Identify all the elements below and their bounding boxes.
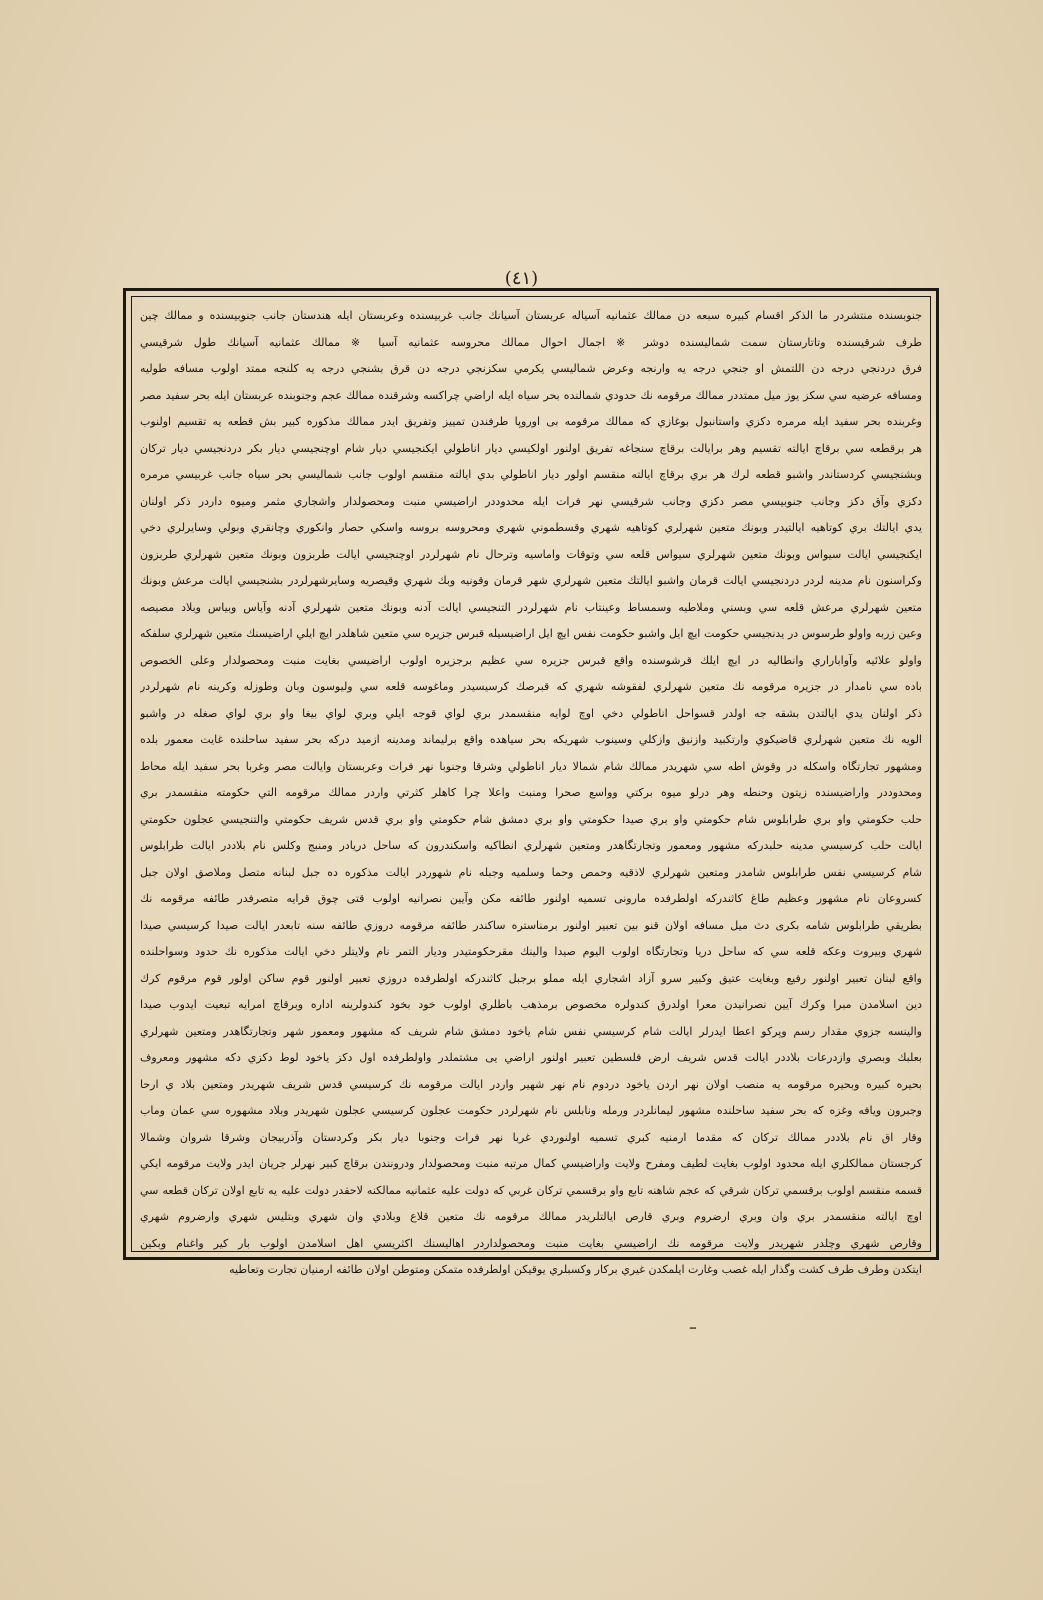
body-text — [140, 303, 922, 1276]
body-line: وبشنجيسي كردستاندر واشبو قطعه لرك هر بري برقاچ ايالته منقسم اولور ديار اناطولي بدي ايالته منقسم اولوب جانب شماليسي بحر سياه جانب غربيسي مرمره — [140, 468, 922, 481]
body-line: ايتكدن وطرف طرف كشت وگذار ايله غصب وغارت ايلمكدن غيري بركار وكسبلري يوقيكن اولطرفده متمكن ومتوطن اولان طائفه ارمنيان تجارت وتعاطيه — [229, 1263, 922, 1276]
body-line: ايكنجيسي ايالت سيواس وبونك متعين شهرلري سيواس قلعه سي وتوقات واماسيه وترحال نام شهرلردر اوچنجيسي ايالت طربزون وبونك متعين شهرلري طربزون — [140, 547, 922, 561]
body-line: بعلبك وبصري وازدرعات بلاددر ايالت قدس شريف ارض فلسطين تعبير اولنور اراضي يى مشتملدر واولطرفده اول دكز ياخود لوط دكزي دكه مشهور ومعروف — [140, 1051, 922, 1064]
body-line: دكزي وآق دكز وجانب جنوبيسي مصر دكزي وجانب شرقيسي نهر فرات ايله محدوددر اراضيسي منبت ومحصولدار واشجاري مثمر وميوه داردر ذكر اولنان — [140, 494, 922, 508]
body-line: شام كرسيسي نفس طرابلوس شامدر ومتعين شهرلري لاذقيه وحمص وحما وسلميه وجبله نام شهوردر ايالت مذكوره ده جبل لبنانه متصل وملاصق اولان جبل — [140, 865, 922, 879]
body-line: باده سي نامدار در جزيره مرقومه نك متعين شهرلري لفقوشه شهري كه قبرصك كرسيسيدر وماغوسه قلعه سي وليوسون وبان وطوزله وكرينه نام شهرلردر — [140, 680, 922, 693]
body-line: ذكر اولنان يدي ايالتدن بشقه جه اولدر قسواحل اناطولي دخي اوچ لوايه منقسمدر بري لواي قوجه ايلي وبري لواي بيغا واو بري لواي صغله در واشبو — [140, 706, 922, 720]
body-line: جنوبسنده منتشردر ما الذكر اقسام كبيره سبعه دن ممالك عثمانيه آسياله عربستان آسيانك جانب غربيسنده وعربستان ايله هندستان جانب جنوبيسنده و ممالك چين — [140, 309, 922, 322]
body-line: بطريقي طرابلوس شامه بكرى دث ميل مسافه اولان قنو بين تعبير اولنور برمناستره ساكندر طائفه مرقومه دروزي طائفه سنه تابعدر ايالت صيدا كرسيسي صيدا — [140, 918, 922, 932]
body-line: واقع لبنان تعبير اولنور رفيع وبغايت عتيق وكبير سرو آزاد اشجاري ايله مملو برجبل كاثندركه اولطرفده دروزي تعبير اولنور قوم ساكن اولور قوم مرقوم كرك — [140, 971, 922, 985]
body-line: هر برقطعه سي برقاچ ايالته تقسيم وهر برايالت برقاچ سنجاغه تفريق اولنور اولكيسي ديار اناطولي ايكنجيسي ديار شام اوچنجيسي ديار بكر دردنجيسي ديار تركان — [140, 441, 922, 455]
body-line: دين اسلامدن مبرا وكرك آيين نصرانيدن معرا اولدرق كندولره مخصوص برمذهب باطلري اولوب خود بخود كندولرينه اداره وبرقاچ امرايه تبعيت ايدوب صيدا — [140, 998, 922, 1011]
body-line: وجبرون ويافه وغزه كه بحر سفيد ساحلنده مشهور ليمانلردر ورمله ونابلس نام شهرلردر حكومت عجلون كرسيسي عجلون شهريدر وبلاد مشهوره سي عمان وماب — [140, 1104, 922, 1117]
page-number: (٤١) — [504, 268, 539, 289]
body-line: وقارص شهري وچلدر شهريدر ولايت مرقومه نك اراضيسي بغايت منبت ومحصولداردر اهاليسنك اكثريسي اهل اسلامدن اولوب بار كير واغنام وبكين — [140, 1236, 922, 1250]
text-frame-outer — [123, 288, 939, 1276]
body-line: الويه نك متعين شهرلري قاضيكوي وارتكبيد وازنيق وازكلي وسينوب شهريكه بحر سياهده واقع برليماند ومدينه ازميد دركه بحر سفيد ساحلنده غايت معمور بلده — [140, 733, 922, 746]
body-line: حلب حكومتي واو بري طرابلوس شام حكومتي واو بري صيدا حكومتي واو بري دمشق شام حكومتي واو بري قدس شريف حكومتي والتنجيسي عجلون حكومتي — [140, 812, 922, 826]
body-line: متعين شهرلري مرعش قلعه سي وبسني وملاطيه وسمساط وعينتاب نام شهرلردر التنجيسي ايالت آدنه وبونك متعين شهرلري آدنه وآياس وبياس وبلاد مصيصه — [140, 600, 922, 614]
body-line: فرق دردنجي درجه دن اللتمش او جنجي درجه يه وارنجه وعرض شماليسي يكرمي سكزنجي درجه دن قرق بشنجي درجه يه كلنجه ممتد اولوب مسافه طوليه — [140, 362, 922, 375]
body-line: ومشهور تجارتگاه واسكله در وقوش اطه سي شهريدر ممالك شام شمالا ديار اناطولي وشرقا وجنوبا نهر فرات وعربستان وايالت مصر وغربا بحر سفيد ايله محاط — [140, 759, 922, 773]
ink-mark: ـ — [690, 1310, 696, 1334]
body-line: كسروعان نام مشهور وعظيم طاغ كاثندركه اولطرفده مارونى تسميه اولنور طائفه مكن وآيين نصرانيه اولوب قتى چوق قرايه متصرفدر طائفه مرقومه نك — [140, 892, 922, 905]
body-line: وغربنده بحر سفيد ايله مرمره دكزي واستانبول بوغازي كه ممالك مرقومه بى اوروپا طرفندن تمييز وتفريق ايدر ممالك مذكوره كبير بش قطعه يه تقسيم اولنوب — [140, 415, 922, 428]
body-line: طرف شرقيسنده وتاتارستان سمت شماليسنده دوشر ※ اجمال احوال ممالك محروسه عثمانيه آسيا ※ ممالك عثمانيه آسيانك طول شرقيسي — [140, 335, 922, 349]
body-line: شهري وبيروت وعكه قلعه سي كه ساحل دريا وتجارتگاه اولوب اليوم صيدا والينك مقرحكومتيدر وديار التمر نام ولايتلر دخي ايالت مذكوره نك حدود وسواحلنده — [140, 945, 922, 958]
body-line: واولو علائيه وآواباراري وانطاليه در ايچ ايلك قرشوسنده واقع قبرس جزيره سي عظيم برجزيره اولوب اراضيسي بغايت منبت ومحصولدار وعلى الخصوص — [140, 653, 922, 667]
body-line: ايالت حلب كرسيسي مدينه حلبدركه مشهور ومعمور وتجارتگاهدر ومتعين شهرلري انطاكيه واسكندرون كه ساحل دريادر ومنبج وكلس نام بلاددر ايالت طرابلوس — [140, 839, 922, 852]
body-line: ومحدوددر واراضيسنده زيتون وحنطه وهر درلو ميوه بركتي وواسع صحرا ومنبت واعلا چرا كاهلر كثرتي واردر ممالك مرقومه التي حكومته منقسمدر بري — [140, 786, 922, 799]
body-line: وعين زربه واولو طرسوس در يدنجيسي حكومت ايچ ايل واشبو حكومت نفس ايچ ايل اراضيسيله قبرس جزيره سي متعين شاهلدر ايچ ايلي اراضيسنك متعين شهرلري سلفكه — [140, 627, 922, 640]
body-line: اوچ ايالته منقسمدر بري وان وبري ارضروم وبري قارص ايالتلريدر ممالك مرقومه نك متعين قلاع وبلادي وان شهري وبتليس شهري وارضروم شهري — [140, 1210, 922, 1223]
body-line: قسمه منقسم اولوب برقسمي تركان شرقي كه عجم شاهنه تابع واو برقسمي تركان غربي كه دولت عليه عثمانيه ممالكنه لاحقدر دولت عليه يه تابع اولان تركان قطعه سي — [140, 1183, 922, 1197]
body-line: كرجستان ممالكلري ايله محدود اولوب بغايت لطيف ومفرح ولايت واراضيسي كمال مرتبه منبت ومحصولدار ودرونندن برقاچ كبير نهرلر جريان ايدر ولايت مرقومه ايكي — [140, 1157, 922, 1170]
body-line: وكراسنون نام مدينه لردر دردنجيسي ايالت قرمان واشبو ايالتك متعين شهرلري شهر قرمان وقونيه وبك شهري وقيصريه وسايرشهرلردر بشنجيسي ايالت مرعش وبونك — [140, 574, 922, 587]
body-line: والينسه جزوي مقدار رسم وپركو اعطا ايدرلر ايالت شام كرسيسي نفس شام ياخود دمشق شام شريف كه مشهور ومعمور شهر وتجارتگاهدر ومتعين شهرلري — [140, 1024, 922, 1038]
body-line: يدي ايالتك بري كوتاهيه ايالتيدر وبونك متعين شهرلري كوتاهيه شهري وقسطموني شهري ومحروسه بروسه واسكي حصار وانكوري وچانقري وبولي وسايرلري دخي — [140, 521, 922, 534]
body-line: وقار اق نام بلاددر ممالك تركان كه مقدما ارمنيه كبري تسميه اولنوردي غربا نهر فرات وجنوبا ديار بكر وكردستان وآذربيجان وشرقا شروان وشمالا — [140, 1130, 922, 1144]
body-line: ومسافه عرضيه سي سكز يوز ميل ممتددر ممالك مرقومه نك حدودي شمالنده بحر سياه ايله اراضي چراكسه وشرقنده ممالك عجم وجنوبنده عربستان ايله بحر سفيد مصر — [140, 388, 922, 402]
body-line: بحيره كبيره وبحيره مرقومه يه منصب اولان نهر اردن ياخود دردوم نام نهر شهير واردر ايالت مرقومه نك كرسيسي قدس شريف شهريدر ومتعين بلاد ي ارحا — [140, 1077, 922, 1091]
